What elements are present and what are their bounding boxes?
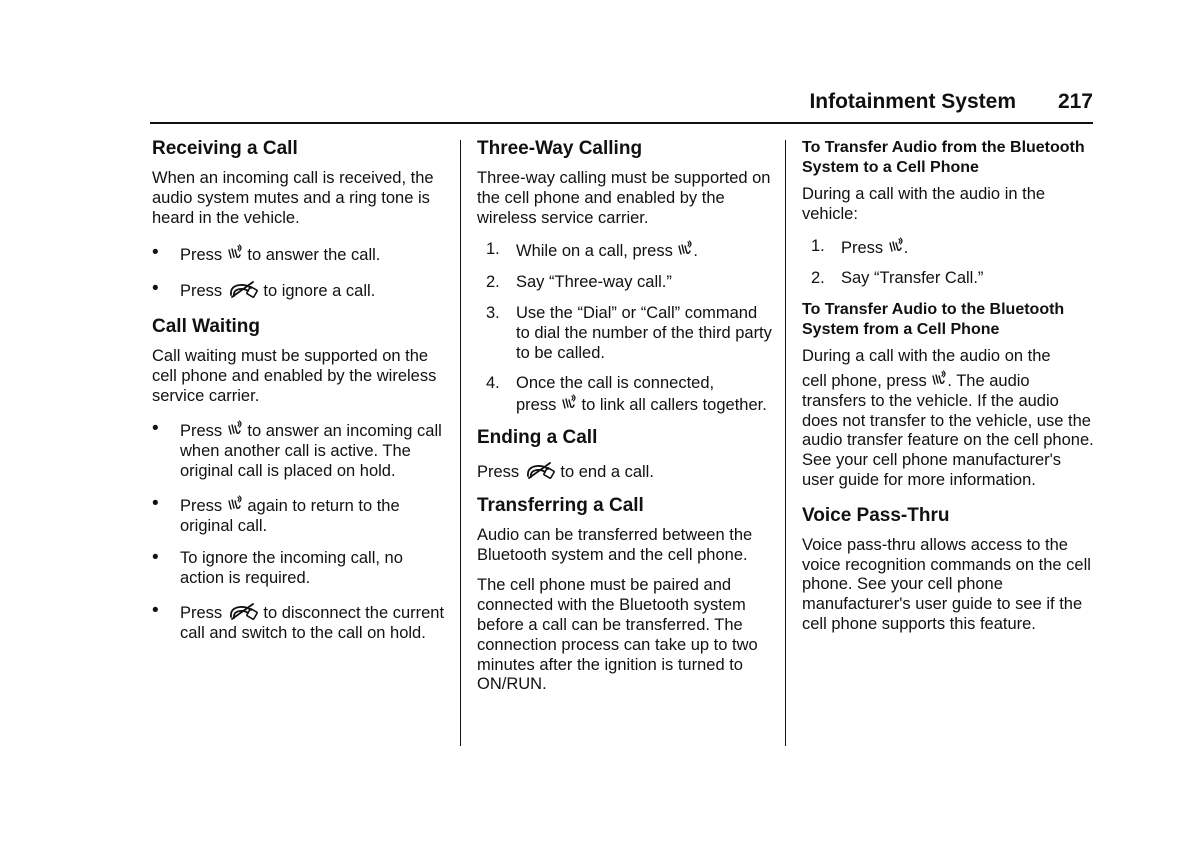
heading-transfer-to-phone: To Transfer Audio from the Bluetooth System to a Cell Phone [802,139,1085,176]
end-call-icon [228,602,258,620]
transferring-p1: Audio can be transferred between the Bluetooth system and the cell phone. [477,525,753,564]
list-item: • Press to disconnect the current call and switch to the call on hold. [152,602,447,644]
waiting-intro: Call waiting must be supported on the cell phone and enabled by the wireless service carrier. [152,346,437,405]
list-item: • Press to ignore a call. [152,280,447,302]
list-item: 1. While on a call, press . [486,240,699,261]
end-call-icon [525,461,555,479]
transferring-p2: The cell phone must be paired and connected with the Bluetooth system before a call can be transferred. The connection process can take up to two minutes after the ignition is turned to ON/RUN. [477,576,758,694]
list-item: • To ignore the incoming call, no action is required. [152,549,447,589]
receiving-intro: When an incoming call is received, the audio system mutes and a ring tone is heard in the vehicle. [152,169,434,227]
voice-call-icon [228,244,242,262]
list-item: • Press again to return to the original call. [152,495,447,537]
heading-transfer-to-bluetooth: To Transfer Audio to the Bluetooth System from a Cell Phone [802,301,1065,338]
voice-call-icon [562,394,576,412]
to-bt-body: During a call with the audio on the cell phone, press . The audio transfers to the vehicle. If the audio does not transfer to the vehicle, use the audio transfer feature on the cell phone. See your cell phone manufacturer's user guide for more information. [802,347,1094,489]
threeway-steps [477,240,772,416]
list-item: 3. Use the “Dial” or “Call” command to dial the number of the third party to be called. [486,303,772,362]
list-item: 1. Press . [811,236,909,257]
heading-ending-a-call: Ending a Call [477,426,598,448]
receiving-list [152,244,447,302]
to-phone-steps [802,237,1097,290]
list-item: 2. Say “Transfer Call.” [811,269,984,288]
voice-call-icon [932,370,946,388]
passthru-body: Voice pass-thru allows access to the voice recognition commands on the cell phone. See your cell phone manufacturer's user guide to see if the cell phone supports this feature. [802,535,1091,633]
column-3 [802,138,1097,646]
list-item: • Press to answer the call. [152,244,447,266]
list-item: • Press to answer an incoming call when another call is active. The original call is placed on hold. [152,420,447,481]
page-header [150,88,1093,124]
end-call-icon [228,280,258,298]
heading-receiving-a-call: Receiving a Call [152,138,298,159]
waiting-list [152,420,447,643]
voice-call-icon [228,420,242,438]
voice-call-icon [678,240,692,258]
to-phone-intro: During a call with the audio in the vehicle: [802,185,1046,223]
ending-body: Press to end a call. [477,462,654,481]
column-2 [477,138,772,706]
column-1 [152,138,447,655]
heading-voice-pass-thru: Voice Pass-Thru [802,504,950,526]
page-number: 217 [1057,90,1093,113]
heading-call-waiting: Call Waiting [152,315,261,337]
threeway-intro: Three-way calling must be supported on the cell phone and enabled by the wireless service carrier. [477,169,771,227]
voice-call-icon [889,237,903,255]
heading-transferring-a-call: Transferring a Call [477,494,644,516]
list-item: 4. Once the call is connected, press to link all callers together. [486,374,767,415]
heading-three-way-calling: Three-Way Calling [477,138,643,159]
voice-call-icon [228,495,242,513]
column-divider [460,140,461,746]
section-title: Infotainment System [809,90,1016,113]
list-item: 2. Say “Three-way call.” [486,273,672,292]
column-divider [785,140,786,746]
